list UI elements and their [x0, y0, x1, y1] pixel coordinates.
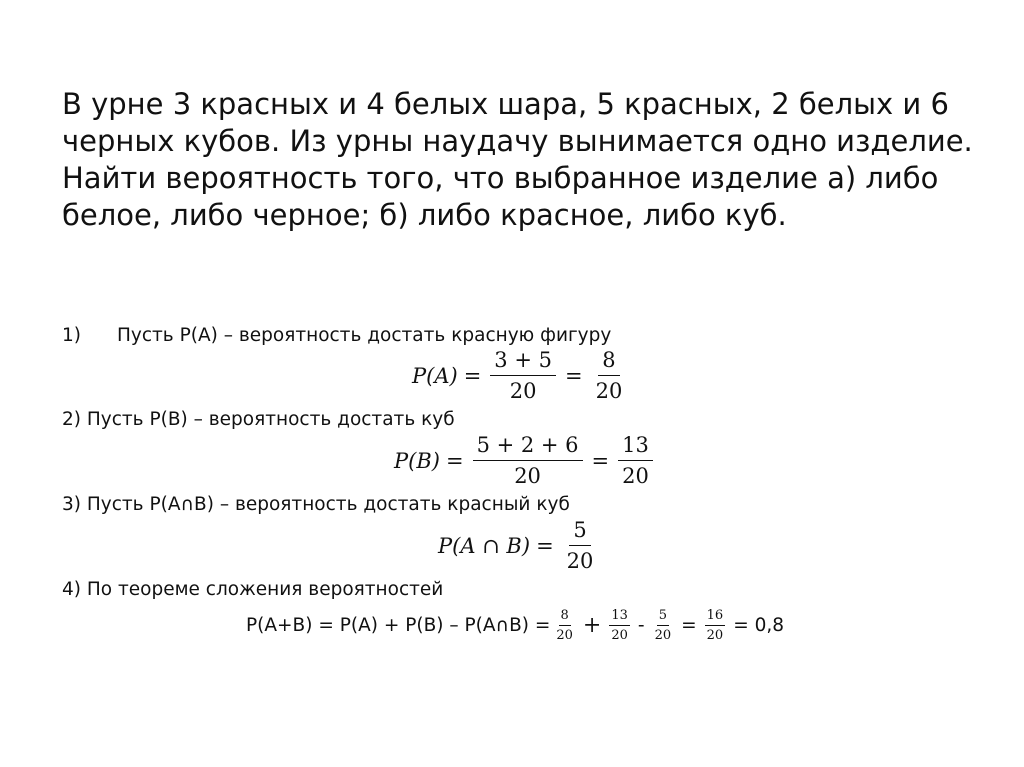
eq1-fraction-1: [490, 348, 556, 403]
final-minus: -: [637, 615, 645, 636]
eq2-fraction-2: [618, 433, 653, 488]
eq1-fraction-2: [592, 348, 627, 403]
final-b-denominator: 20: [611, 628, 628, 643]
final-d-numerator: 16: [705, 608, 726, 626]
step-2: 2) Пусть Р(В) – вероятность достать куб: [62, 409, 455, 430]
final-fraction-a: [554, 608, 575, 643]
eq2-fraction-1: [473, 433, 583, 488]
eq3-equals: =: [536, 533, 554, 558]
eq2-equals: =: [445, 448, 464, 473]
final-a-denominator: 20: [556, 628, 573, 643]
final-equation: [246, 608, 788, 643]
final-lhs: Р(А+В) = Р(А) + Р(В) – Р(А∩В) =: [246, 615, 551, 636]
eq3-f1-denominator: 20: [566, 549, 594, 573]
eq2-f2-denominator: 20: [622, 464, 649, 488]
eq2-f1-denominator: 20: [514, 464, 541, 488]
equation-2: [394, 433, 656, 488]
final-fraction-c: [653, 608, 674, 643]
eq1-equals-2: =: [564, 363, 583, 388]
eq1-f1-denominator: 20: [509, 379, 537, 403]
final-b-numerator: 13: [609, 608, 630, 626]
final-plus: +: [582, 613, 602, 638]
step-1: [62, 325, 611, 346]
final-result: = 0,8: [733, 615, 785, 636]
eq1-equals: =: [463, 363, 482, 388]
eq1-f1-numerator: 3 + 5: [490, 348, 556, 376]
step-3: 3) Пусть Р(А∩В) – вероятность достать красный куб: [62, 494, 570, 515]
final-c-numerator: 5: [657, 608, 669, 626]
eq2-lhs: P(B): [394, 448, 440, 473]
eq3-fraction-1: [563, 518, 598, 573]
eq1-f2-denominator: 20: [595, 379, 623, 403]
step-1-number: 1): [62, 325, 81, 346]
final-fraction-b: [609, 608, 630, 643]
eq3-lhs: P(A ∩ B): [438, 533, 531, 558]
equation-3: [438, 518, 600, 573]
final-fraction-d: [705, 608, 726, 643]
eq1-f2-numerator: 8: [598, 348, 619, 376]
step-4: 4) По теореме сложения вероятностей: [62, 579, 444, 600]
eq2-equals-2: =: [591, 448, 610, 473]
eq2-f1-numerator: 5 + 2 + 6: [473, 433, 583, 461]
step-1-text: Пусть Р(А) – вероятность достать красную фигуру: [117, 325, 612, 346]
eq1-lhs: P(A): [412, 363, 458, 388]
final-c-denominator: 20: [654, 628, 672, 643]
eq2-f2-numerator: 13: [618, 433, 653, 461]
problem-statement: В урне 3 красных и 4 белых шара, 5 красных, 2 белых и 6 черных кубов. Из урны наудачу вынимается одно изделие. Найти вероятность того, что выбранное изделие а) либо белое, либо черное; б) либо красное, либо куб.: [62, 87, 973, 232]
final-equals: =: [681, 615, 697, 636]
final-d-denominator: 20: [706, 628, 724, 643]
final-a-numerator: 8: [559, 608, 571, 626]
equation-1: [412, 348, 629, 403]
eq3-f1-numerator: 5: [569, 518, 590, 546]
